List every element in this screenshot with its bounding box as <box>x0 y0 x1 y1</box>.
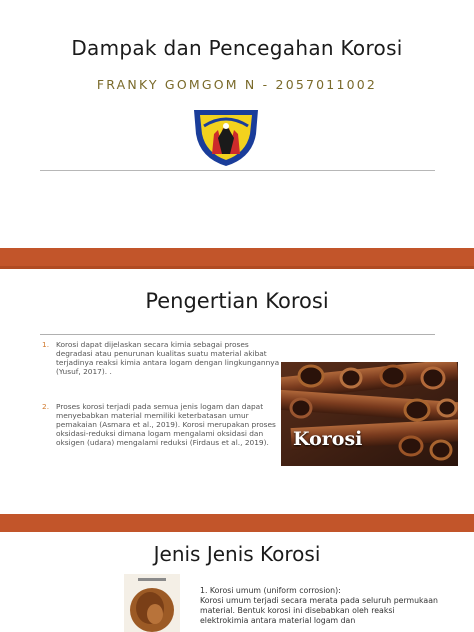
image-caption: Korosi <box>293 428 363 450</box>
slide-title: Jenis Jenis Korosi <box>153 542 321 566</box>
type-heading: 1. Korosi umum (uniform corrosion): <box>200 586 341 595</box>
slide-separator-band <box>0 514 474 532</box>
corroded-object-thumbnail <box>124 574 180 632</box>
slide-top-accent <box>0 266 474 269</box>
definition-slide <box>0 266 474 514</box>
university-logo-icon <box>190 104 262 168</box>
corroded-pipes-image <box>281 362 458 466</box>
item-text: Korosi dapat dijelaskan secara kimia sebagai proses degradasi atau penurunan kualitas suatu material akibat terjadinya reaksi kimia antara logam dengan lingkungannya (Yusuf, 2017). . <box>56 340 280 376</box>
item-number: 1. <box>42 340 50 349</box>
type-description <box>200 586 440 626</box>
slide-title: Dampak dan Pencegahan Korosi <box>71 36 403 60</box>
divider <box>40 334 435 335</box>
type-body: Korosi umum terjadi secara merata pada seluruh permukaan material. Bentuk korosi ini disebabkan oleh reaksi elektrokimia antara material logam dan <box>200 596 438 625</box>
slide-separator-band <box>0 248 474 266</box>
list-item <box>42 402 282 447</box>
types-slide <box>0 532 474 632</box>
item-number: 2. <box>42 402 50 411</box>
rusty-pipes-picture <box>281 362 458 466</box>
divider <box>40 170 435 171</box>
slide-title: Pengertian Korosi <box>145 289 329 313</box>
item-text: Proses korosi terjadi pada semua jenis logam dan dapat menyebabkan material memiliki keterbatasan umur pemakaian (Asmara et al., 2019). Korosi merupakan proses oksidasi-reduksi dimana logam mengalami oksidasi dan oksigen (udara) mengalami reduksi (Firdaus et al., 2019). <box>56 402 276 447</box>
title-slide <box>0 0 474 248</box>
list-item <box>42 340 282 376</box>
author-line: FRANKY GOMGOM N - 2057011002 <box>96 77 378 92</box>
